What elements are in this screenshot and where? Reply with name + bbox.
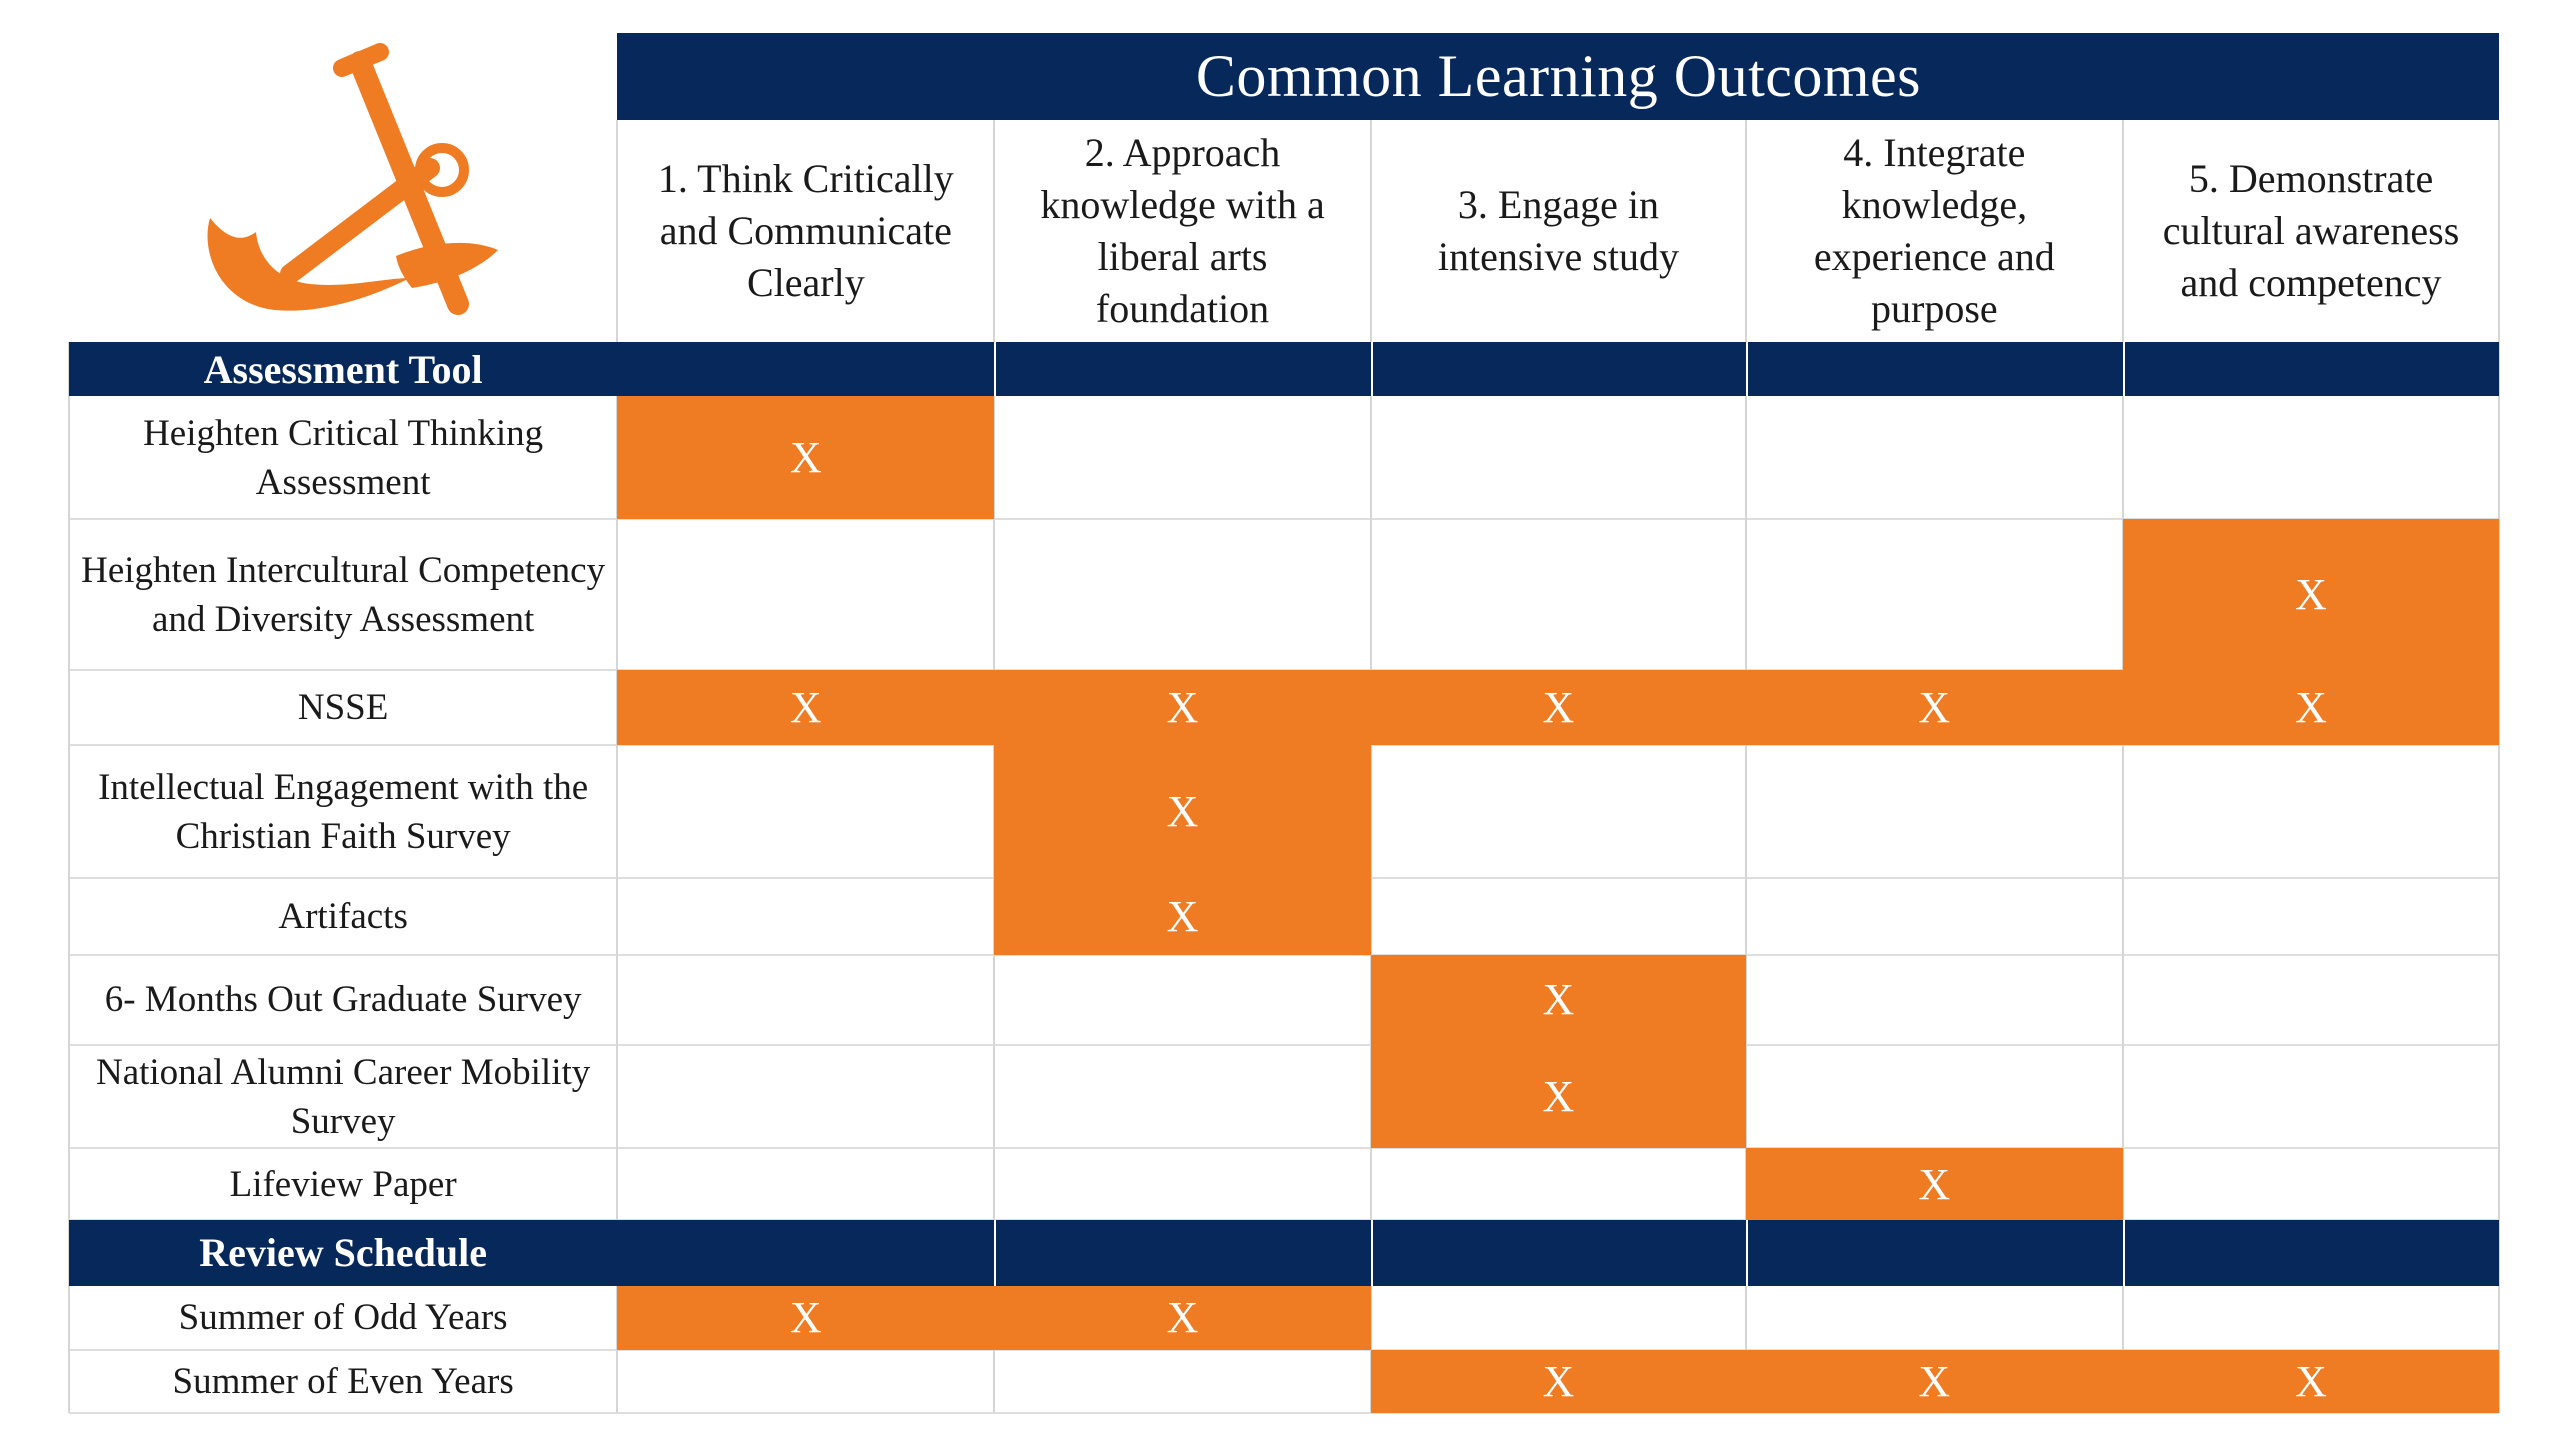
outcome-mark-cell: [994, 1286, 1371, 1350]
table-row-label: [69, 1148, 618, 1220]
outcome-header-1: [617, 120, 994, 343]
row-label-text: National Alumni Career Mobility Survey: [95, 1051, 591, 1142]
table-row-label: [69, 396, 618, 519]
table-row-label: [69, 955, 618, 1045]
section-header-band: [994, 1220, 1371, 1286]
outcome-header-label: 5. Demonstrate cultural awareness and competency: [2162, 155, 2460, 305]
outcome-mark-cell: [1371, 955, 1746, 1045]
outcome-header-5: [2123, 120, 2500, 343]
outcome-mark: X: [1166, 1293, 1199, 1343]
row-label-text: Heighten Critical Thinking Assessment: [143, 412, 544, 503]
table-row-label: [69, 1045, 618, 1148]
section-header-band: [1746, 1220, 2123, 1286]
outcome-mark-cell: [2123, 1350, 2500, 1414]
section-header-label: Assessment Tool: [203, 346, 483, 392]
outcome-mark-cell: [617, 1286, 994, 1350]
outcome-mark: X: [1918, 683, 1951, 733]
outcome-mark: X: [2295, 570, 2327, 620]
outcome-mark: X: [1542, 1357, 1575, 1407]
row-label-text: Lifeview Paper: [229, 1163, 457, 1205]
outcome-mark: X: [1918, 1357, 1951, 1407]
section-header-band: [617, 1220, 994, 1286]
section-header: [69, 1220, 618, 1286]
outcome-mark: X: [789, 433, 822, 483]
section-header-label: Review Schedule: [199, 1230, 487, 1276]
outcome-mark: X: [1166, 683, 1199, 733]
table-row-label: [69, 745, 618, 878]
table-row-label: [69, 670, 618, 745]
outcome-header-label: 3. Engage in intensive study: [1437, 181, 1679, 279]
table-row-label: [69, 1350, 618, 1414]
outcome-mark: X: [1542, 975, 1575, 1025]
outcomes-title-bar: [617, 33, 2499, 120]
section-header-band: [1746, 342, 2123, 396]
outcome-mark: X: [789, 683, 822, 733]
table-row-label: [69, 519, 618, 670]
outcome-mark-cell: [994, 745, 1371, 878]
outcome-mark: X: [789, 1293, 822, 1343]
section-header-band: [2123, 342, 2500, 396]
row-label-text: 6- Months Out Graduate Survey: [104, 979, 582, 1021]
outcome-mark-cell: [2123, 670, 2500, 745]
outcome-header-2: [994, 120, 1371, 343]
outcome-header-label: 2. Approach knowledge with a liberal arts foundation: [1040, 129, 1325, 331]
outcome-header-label: 4. Integrate knowledge, experience and purpose: [1813, 129, 2055, 331]
row-label-text: Artifacts: [278, 895, 408, 937]
table-row-label: [69, 1286, 618, 1350]
outcome-mark-cell: [994, 878, 1371, 955]
outcome-header-label: 1. Think Critically and Communicate Clearly: [657, 155, 954, 305]
section-header-band: [1371, 1220, 1746, 1286]
outcome-mark: X: [1542, 683, 1575, 733]
outcome-mark: X: [1542, 1072, 1575, 1122]
row-label-text: Summer of Odd Years: [178, 1297, 508, 1339]
row-label-text: Heighten Intercultural Competency and Diversity Assessment: [81, 549, 606, 640]
outcome-mark: X: [1166, 787, 1199, 837]
outcome-mark-cell: [1371, 1350, 1746, 1414]
outcome-header-4: [1746, 120, 2123, 343]
outcome-mark-cell: [2123, 519, 2500, 670]
anchor-icon: [180, 42, 500, 322]
section-header-band: [1371, 342, 1746, 396]
outcome-mark: X: [2295, 683, 2327, 733]
outcome-mark-cell: [1746, 1148, 2123, 1220]
outcome-mark-cell: [1746, 670, 2123, 745]
outcome-mark: X: [2295, 1357, 2327, 1407]
outcome-mark-cell: [994, 670, 1371, 745]
row-label-text: NSSE: [297, 687, 389, 729]
section-header-band: [994, 342, 1371, 396]
outcome-mark: X: [1918, 1159, 1951, 1209]
section-header: [69, 342, 618, 396]
table-row-label: [69, 878, 618, 955]
page-title: Common Learning Outcomes: [1195, 42, 1922, 109]
outcome-mark-cell: [617, 396, 994, 519]
row-label-text: Summer of Even Years: [172, 1361, 514, 1403]
outcome-mark-cell: [1746, 1350, 2123, 1414]
section-header-band: [2123, 1220, 2500, 1286]
outcome-header-3: [1371, 120, 1746, 343]
outcome-mark-cell: [1371, 670, 1746, 745]
row-label-text: Intellectual Engagement with the Christian Faith Survey: [98, 766, 589, 857]
outcome-mark-cell: [1371, 1045, 1746, 1148]
outcome-mark-cell: [617, 670, 994, 745]
section-header-band: [617, 342, 994, 396]
outcome-mark: X: [1166, 891, 1199, 941]
